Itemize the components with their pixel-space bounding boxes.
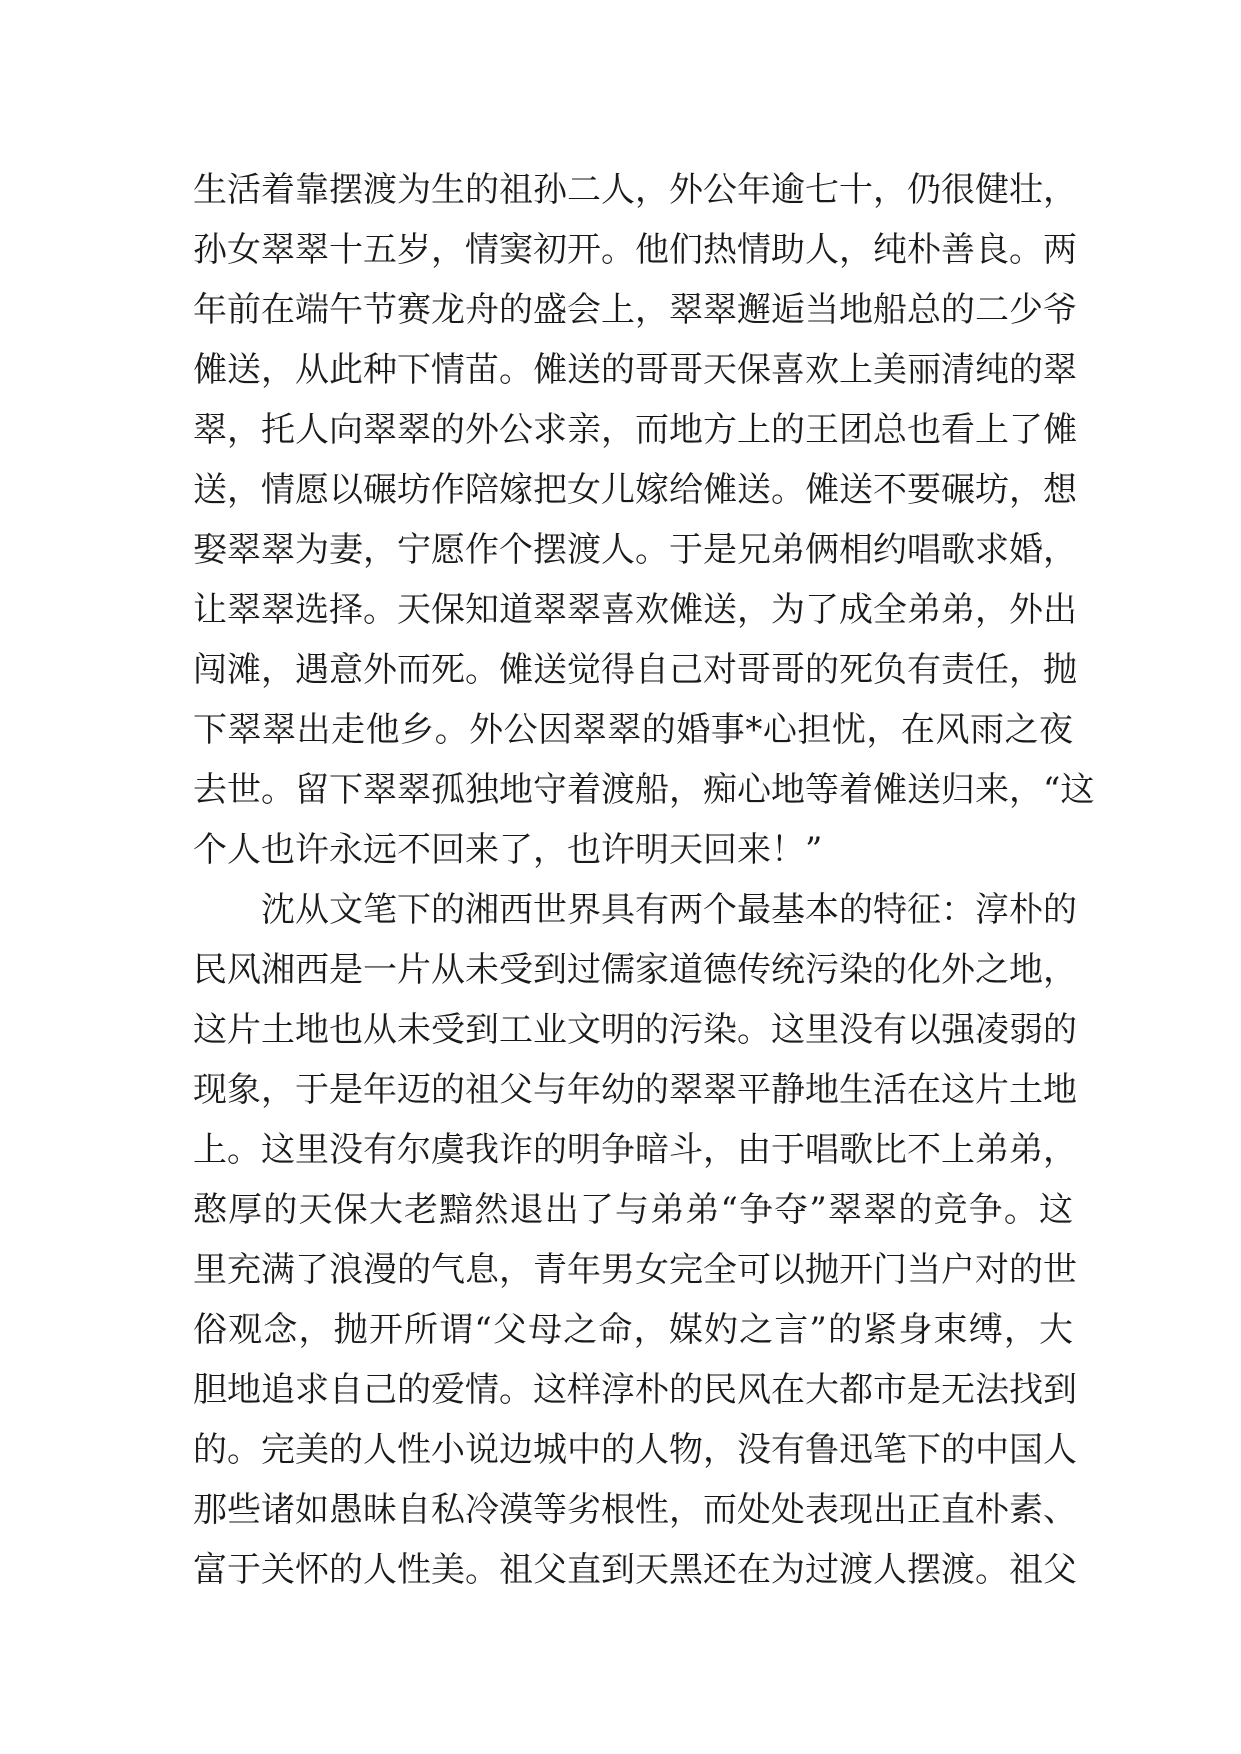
text-line: 傩送，从此种下情苗。傩送的哥哥天保喜欢上美丽清纯的翠 [193,350,1077,390]
text-line: 娶翠翠为妻，宁愿作个摆渡人。于是兄弟俩相约唱歌求婚， [193,530,1077,570]
text-line: 下翠翠出走他乡。外公因翠翠的婚事*心担忧，在风雨之夜 [193,710,1073,750]
text-line: 憨厚的天保大老黯然退出了与弟弟“争夺”翠翠的竞争。这 [193,1190,1073,1230]
text-line: 这片土地也从未受到工业文明的污染。这里没有以强凌弱的 [193,1010,1077,1050]
paragraph-1 [193,160,1095,880]
text-line: 那些诸如愚昧自私冷漠等劣根性，而处处表现出正直朴素、 [193,1490,1077,1530]
text-line: 里充满了浪漫的气息，青年男女完全可以抛开门当户对的世 [193,1250,1077,1290]
text-line: 翠，托人向翠翠的外公求亲，而地方上的王团总也看上了傩 [193,410,1077,450]
text-line: 送，情愿以碾坊作陪嫁把女儿嫁给傩送。傩送不要碾坊，想 [193,470,1077,510]
body-text [193,160,1095,1600]
text-line: 现象，于是年迈的祖父与年幼的翠翠平静地生活在这片土地 [193,1070,1077,1110]
text-line: 俗观念，抛开所谓“父母之命，媒妁之言”的紧身束缚，大 [193,1310,1073,1350]
text-line: 的。完美的人性小说边城中的人物，没有鲁迅笔下的中国人 [193,1430,1077,1470]
text-line: 沈从文笔下的湘西世界具有两个最基本的特征：淳朴的 [261,890,1077,930]
paragraph-2 [193,880,1077,1600]
text-line: 生活着靠摆渡为生的祖孙二人，外公年逾七十，仍很健壮， [193,170,1077,210]
text-line: 去世。留下翠翠孤独地守着渡船，痴心地等着傩送归来，“这 [193,770,1095,810]
text-line: 个人也许永远不回来了，也许明天回来！” [193,830,823,870]
text-line: 年前在端午节赛龙舟的盛会上，翠翠邂逅当地船总的二少爷 [193,290,1077,330]
text-line: 胆地追求自己的爱情。这样淳朴的民风在大都市是无法找到 [193,1370,1077,1410]
text-line: 上。这里没有尔虞我诈的明争暗斗，由于唱歌比不上弟弟， [193,1130,1077,1170]
text-line: 民风湘西是一片从未受到过儒家道德传统污染的化外之地， [193,950,1077,990]
text-line: 孙女翠翠十五岁，情窦初开。他们热情助人，纯朴善良。两 [193,230,1077,270]
text-line: 闯滩，遇意外而死。傩送觉得自己对哥哥的死负有责任，抛 [193,650,1077,690]
text-line: 富于关怀的人性美。祖父直到天黑还在为过渡人摆渡。祖父 [193,1550,1077,1590]
text-line: 让翠翠选择。天保知道翠翠喜欢傩送，为了成全弟弟，外出 [193,590,1077,630]
